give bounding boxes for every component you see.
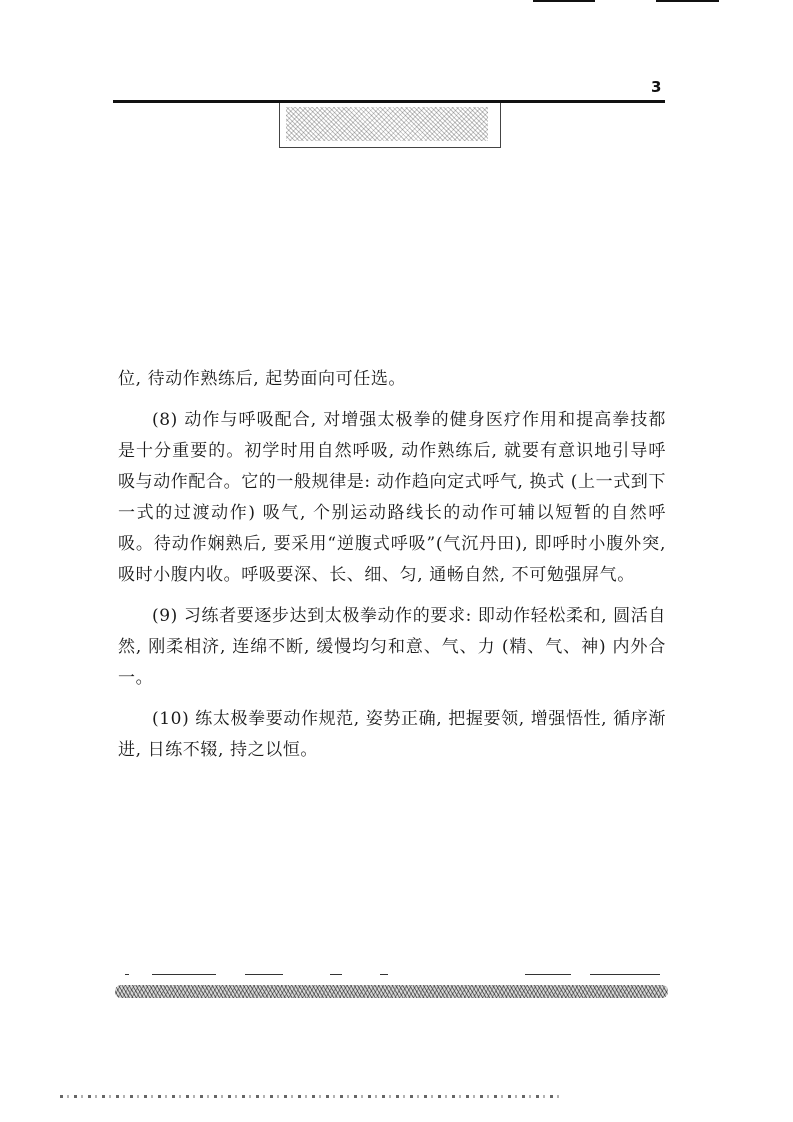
footer-dash bbox=[330, 974, 342, 975]
running-header-box bbox=[279, 103, 501, 148]
paragraph-continuation: 位, 待动作熟练后, 起势面向可任选。 bbox=[118, 369, 407, 389]
footer-dash bbox=[152, 974, 216, 975]
paragraph-item-9: (9) 习练者要逐步达到太极拳动作的要求: 即动作轻松柔和, 圆活自然, 刚柔相济, 连绵不断, 缓慢均匀和意、气、力 (精、气、神) 内外合一。 bbox=[118, 606, 666, 688]
footer-ornament-band bbox=[115, 985, 668, 998]
footer-dash bbox=[380, 974, 388, 975]
page-number: 3 bbox=[651, 78, 662, 96]
running-header-ornament bbox=[286, 107, 488, 141]
footer-dash bbox=[245, 974, 283, 975]
top-edge-mark-left bbox=[533, 0, 595, 2]
paragraph-item-10: (10) 练太极拳要动作规范, 姿势正确, 把握要领, 增强悟性, 循序渐进, 日练不辍, 持之以恒。 bbox=[118, 709, 666, 760]
body-text bbox=[118, 364, 666, 776]
footer-dash bbox=[125, 974, 129, 975]
paragraph-item-8: (8) 动作与呼吸配合, 对增强太极拳的健身医疗作用和提高拳技都是十分重要的。初学时用自然呼吸, 动作熟练后, 就要有意识地引导呼吸与动作配合。它的一般规律是: 动作趋向定式呼气, 换式 (上一式到下一式的过渡动作) 吸气, 个别运动路线长的动作可辅以短暂的自然呼吸。待动作娴熟后, 要采用“逆腹式呼吸”(气沉丹田), 即呼时小腹外突, 吸时小腹内收。呼吸要深、长、细、匀, 通畅自然, 不可勉强屏气。 bbox=[118, 410, 666, 585]
footer-dash bbox=[590, 974, 660, 975]
scan-artifact-line bbox=[60, 1095, 560, 1098]
footer-dash bbox=[525, 974, 571, 975]
top-edge-mark-right bbox=[656, 0, 719, 2]
footer-dash-line bbox=[115, 972, 665, 978]
